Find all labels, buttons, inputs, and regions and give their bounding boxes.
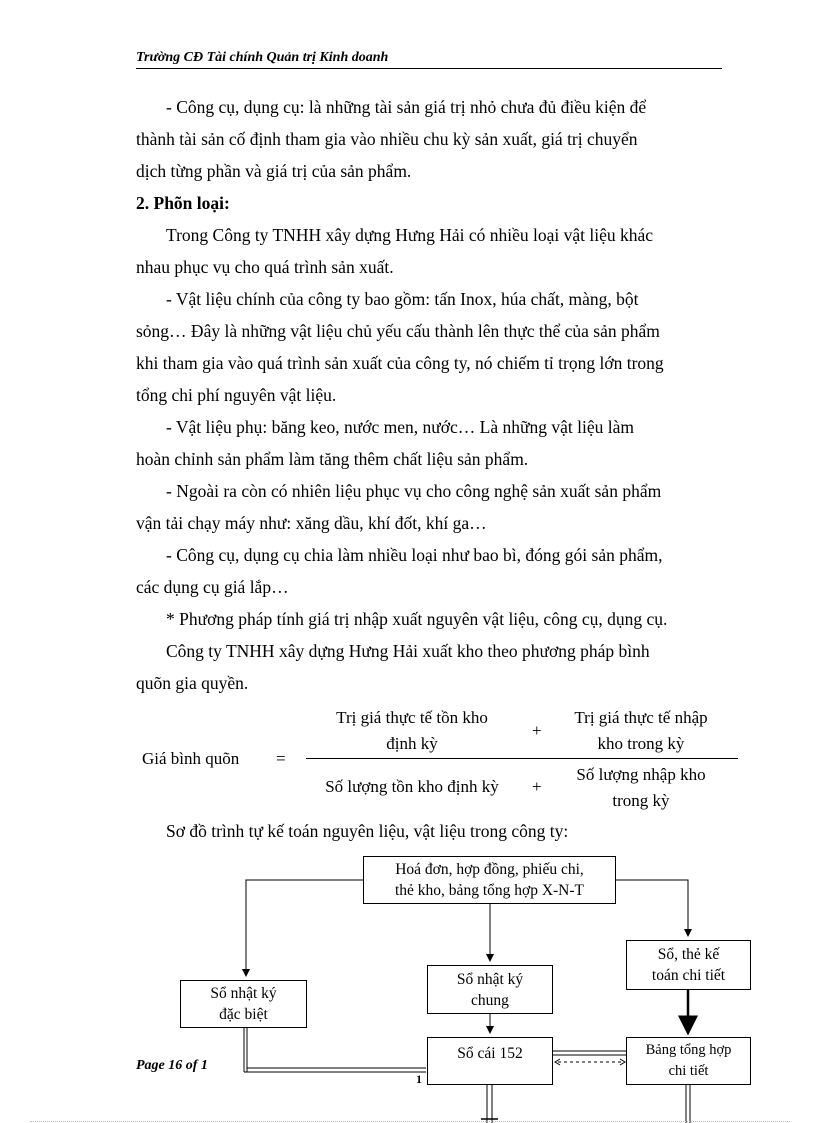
- text-line: vận tải chạy máy như: xăng dầu, khí đốt, khí ga…: [136, 513, 487, 533]
- page-header: Trường CĐ Tài chính Quản trị Kinh doanh: [136, 50, 722, 69]
- text-line: Sơ đồ trình tự kế toán nguyên liệu, vật liệu trong công ty:: [166, 821, 569, 841]
- text-line: khi tham gia vào quá trình sản xuất của công ty, nó chiếm tỉ trọng lớn trong: [136, 353, 664, 373]
- section-heading: 2. Phõn loại:: [136, 193, 230, 213]
- text-line: thành tài sản cố định tham gia vào nhiều chu kỳ sản xuất, giá trị chuyển: [136, 129, 638, 149]
- page-edge-line: [30, 1121, 790, 1122]
- page-footer: Page 16 of 1: [136, 1058, 208, 1073]
- text-line: - Vật liệu chính của công ty bao gồm: tấn Inox, húa chất, màng, bột: [166, 289, 639, 309]
- text-line: kho trong kỳ: [597, 734, 685, 753]
- ledger-152-box: [427, 1037, 553, 1085]
- text-line: định kỳ: [386, 734, 438, 753]
- formula-equals: =: [276, 749, 286, 768]
- text-line: sỏng… Đây là những vật liệu chủ yếu cấu thành lên thực thể của sản phẩm: [136, 321, 660, 341]
- text-line: Trị giá thực tế tồn kho: [336, 708, 488, 727]
- formula-plus-bottom: +: [532, 777, 542, 796]
- text-line: chi tiết: [668, 1063, 709, 1079]
- text-line: Số lượng nhập kho: [576, 765, 706, 784]
- general-journal-box: [427, 965, 553, 1014]
- special-journal-box: [180, 980, 307, 1028]
- formula-denominator-a: Số lượng tồn kho định kỳ: [325, 777, 499, 796]
- text-line: Sổ, thẻ kế: [657, 946, 720, 963]
- text-line: toán chi tiết: [651, 967, 726, 984]
- text-line: - Vật liệu phụ: băng keo, nước men, nước… Là những vật liệu làm: [166, 417, 634, 437]
- page-number-fragment: 1: [416, 1072, 422, 1086]
- source-documents-box: [363, 856, 616, 904]
- text-line: quõn gia quyền.: [136, 673, 249, 693]
- text-line: - Ngoài ra còn có nhiên liệu phục vụ cho công nghệ sản xuất sản phẩm: [166, 481, 662, 501]
- text-line: * Phương pháp tính giá trị nhập xuất nguyên vật liệu, công cụ, dụng cụ.: [166, 609, 668, 629]
- text-line: - Công cụ, dụng cụ: là những tài sản giá trị nhỏ chưa đủ điều kiện để: [166, 97, 647, 117]
- formula-plus-top: +: [532, 721, 542, 740]
- text-line: Trị giá thực tế nhập: [574, 708, 708, 727]
- text-line: Trong Công ty TNHH xây dựng Hưng Hải có nhiều loại vật liệu khác: [166, 225, 654, 245]
- text-line: thẻ kho, bảng tổng hợp X-N-T: [395, 882, 584, 899]
- text-line: Công ty TNHH xây dựng Hưng Hải xuất kho theo phương pháp bình: [166, 641, 650, 661]
- summary-detail-box: [626, 1037, 751, 1085]
- text-line: đặc biệt: [219, 1006, 268, 1023]
- arrow-source-to-special: [246, 880, 363, 976]
- formula-lhs: Giá bình quõn: [142, 749, 240, 768]
- text-line: hoàn chỉnh sản phẩm làm tăng thêm chất liệu sản phẩm.: [136, 449, 529, 469]
- text-line: Bảng tổng hợp: [645, 1042, 732, 1058]
- text-line: Sổ cái 152: [457, 1045, 523, 1062]
- detail-book-box: [626, 940, 751, 990]
- text-line: Hoá đơn, hợp đồng, phiếu chi,: [395, 861, 584, 878]
- text-line: Sổ nhật ký: [210, 985, 277, 1002]
- text-line: trong kỳ: [612, 791, 670, 810]
- text-line: các dụng cụ giá lắp…: [136, 577, 289, 597]
- text-line: nhau phục vụ cho quá trình sản xuất.: [136, 257, 394, 277]
- text-line: chung: [471, 991, 509, 1009]
- arrow-source-to-detail: [616, 880, 688, 936]
- text-line: Sổ nhật ký: [456, 970, 524, 988]
- text-line: - Công cụ, dụng cụ chia làm nhiều loại như bao bì, đóng gói sản phẩm,: [166, 545, 663, 565]
- text-line: dịch từng phần và giá trị của sản phẩm.: [136, 161, 412, 181]
- text-line: tổng chi phí nguyên vật liệu.: [136, 385, 337, 405]
